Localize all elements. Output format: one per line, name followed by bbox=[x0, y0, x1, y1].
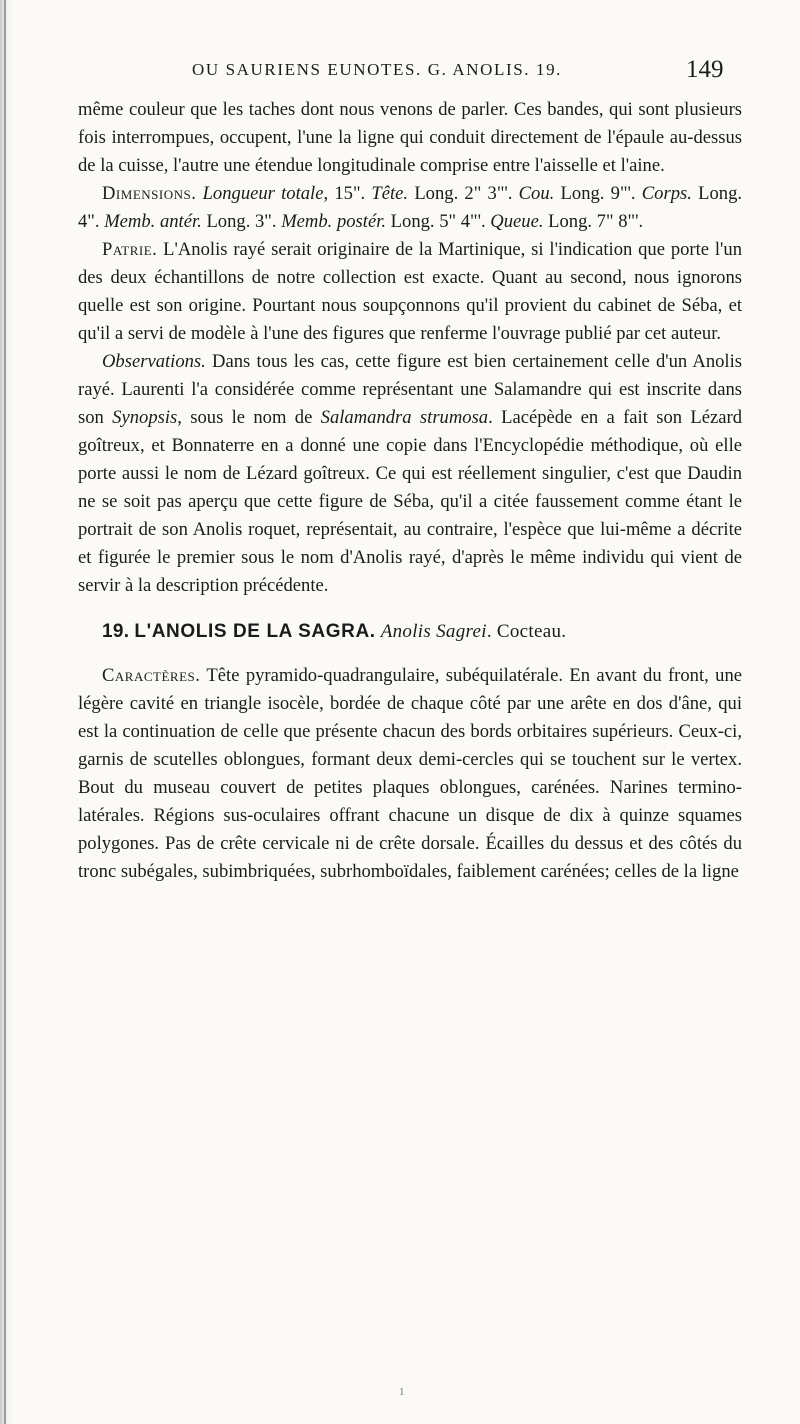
page-number: 149 bbox=[686, 56, 724, 83]
gutter-line bbox=[4, 0, 6, 1424]
dimensions-label: Dimensions. bbox=[102, 183, 197, 204]
paragraph-dimensions bbox=[78, 180, 742, 236]
running-title: OU SAURIENS EUNOTES. G. ANOLIS. 19. bbox=[192, 60, 563, 79]
dim-total-label: Longueur totale bbox=[202, 183, 324, 204]
page-gutter-edge bbox=[0, 0, 14, 1424]
dim-head-label: Tête. bbox=[371, 183, 409, 204]
patrie-label: Patrie. bbox=[102, 239, 158, 260]
species-latin-name: Anolis Sagrei bbox=[380, 621, 487, 642]
dim-total-value: , 15". bbox=[323, 183, 372, 204]
dim-neck-label: Cou. bbox=[518, 183, 555, 204]
signature-mark: 1 bbox=[399, 1386, 405, 1398]
observations-label: Observations. bbox=[102, 351, 206, 372]
species-name: L'ANOLIS DE LA SAGRA. bbox=[134, 621, 376, 642]
dim-head-value: Long. 2" 3"'. bbox=[408, 183, 519, 204]
species-author: . Cocteau. bbox=[486, 621, 567, 642]
dim-foreleg-label: Memb. antér. bbox=[104, 211, 202, 232]
paragraph-observations bbox=[78, 348, 742, 600]
paragraph-caracteres bbox=[78, 662, 742, 886]
caracteres-label: Caractères. bbox=[102, 665, 201, 686]
caracteres-text: Tête pyramido-quadrangulaire, subéquilatérale. En avant du front, une légère cavité en triangle isocèle, bordée de chaque côté par une arête en dos d'âne, qui est la continuation de celle que présente chacun des bords orbitaires supérieurs. Ceux-ci, garnis de scutelles oblongues, formant deux demi-cercles qui se touchent sur le vertex. Bout du museau couvert de petites plaques oblongues, carénées. Narines termino-latérales. Régions sus-oculaires offrant chacune un disque de dix à quinze squames polygones. Pas de crête cervicale ni de crête dorsale. Écailles du dessus et des côtés du tronc subégales, subimbriquées, subrhomboïdales, faiblement carénées; celles de la ligne bbox=[78, 665, 742, 882]
running-head bbox=[0, 56, 800, 92]
dim-neck-value: Long. 9"'. bbox=[554, 183, 642, 204]
observations-text-1: Dans tous les cas, cette figure est bien certainement celle d'un Anolis rayé. Laurenti l'a considérée comme représentant une Salamandre qui est inscrite dans son bbox=[78, 351, 742, 428]
paragraph-continuation: même couleur que les taches dont nous venons de parler. Ces bandes, qui sont plusieurs fois interrompues, occupent, l'une la ligne qui conduit directement de l'épaule au-dessus de la cuisse, l'autre une étendue longitudinale comprise entre l'aisselle et l'aine. bbox=[78, 99, 742, 176]
dim-hindleg-label: Memb. postér. bbox=[281, 211, 387, 232]
species-heading bbox=[78, 618, 742, 646]
synopsis-title: Synopsis bbox=[112, 407, 178, 428]
dim-tail-value: Long. 7" 8"'. bbox=[543, 211, 644, 232]
patrie-text: L'Anolis rayé serait originaire de la Martinique, si l'indication que porte l'un des deux échantillons de notre collection est exacte. Quant au second, nous ignorons quelle est son origine. Pourtant nous soupçonnons qu'il provient du cabinet de Séba, et qu'il a servi de modèle à l'une des figures que renferme l'ouvrage publié par cet auteur. bbox=[78, 239, 742, 344]
salamandra-name: Salamandra strumosa bbox=[320, 407, 489, 428]
observations-text-2: , sous le nom de bbox=[177, 407, 321, 428]
dim-hindleg-value: Long. 5" 4"'. bbox=[386, 211, 491, 232]
dim-tail-label: Queue. bbox=[490, 211, 544, 232]
dim-foreleg-value: Long. 3". bbox=[201, 211, 282, 232]
dim-body-value: Long. 4". bbox=[78, 183, 743, 232]
dim-body-label: Corps. bbox=[641, 183, 692, 204]
paragraph-patrie bbox=[78, 236, 742, 348]
observations-text-3: . Lacépède en a fait son Lézard goîtreux, et Bonnaterre en a donné une copie dans l'Encyclopédie méthodique, où elle porte aussi le nom de Lézard goîtreux. Ce qui est réellement singulier, c'est que Daudin ne se soit pas aperçu que cette figure de Séba, qu'il a citée faussement comme étant le portrait de son Anolis roquet, représentait, au contraire, l'espèce que lui-même a décrite et figurée le premier sous le nom d'Anolis rayé, d'après le même individu qui vient de servir à la description précédente. bbox=[78, 407, 742, 596]
body-text bbox=[78, 96, 742, 886]
species-number: 19. bbox=[102, 621, 130, 642]
